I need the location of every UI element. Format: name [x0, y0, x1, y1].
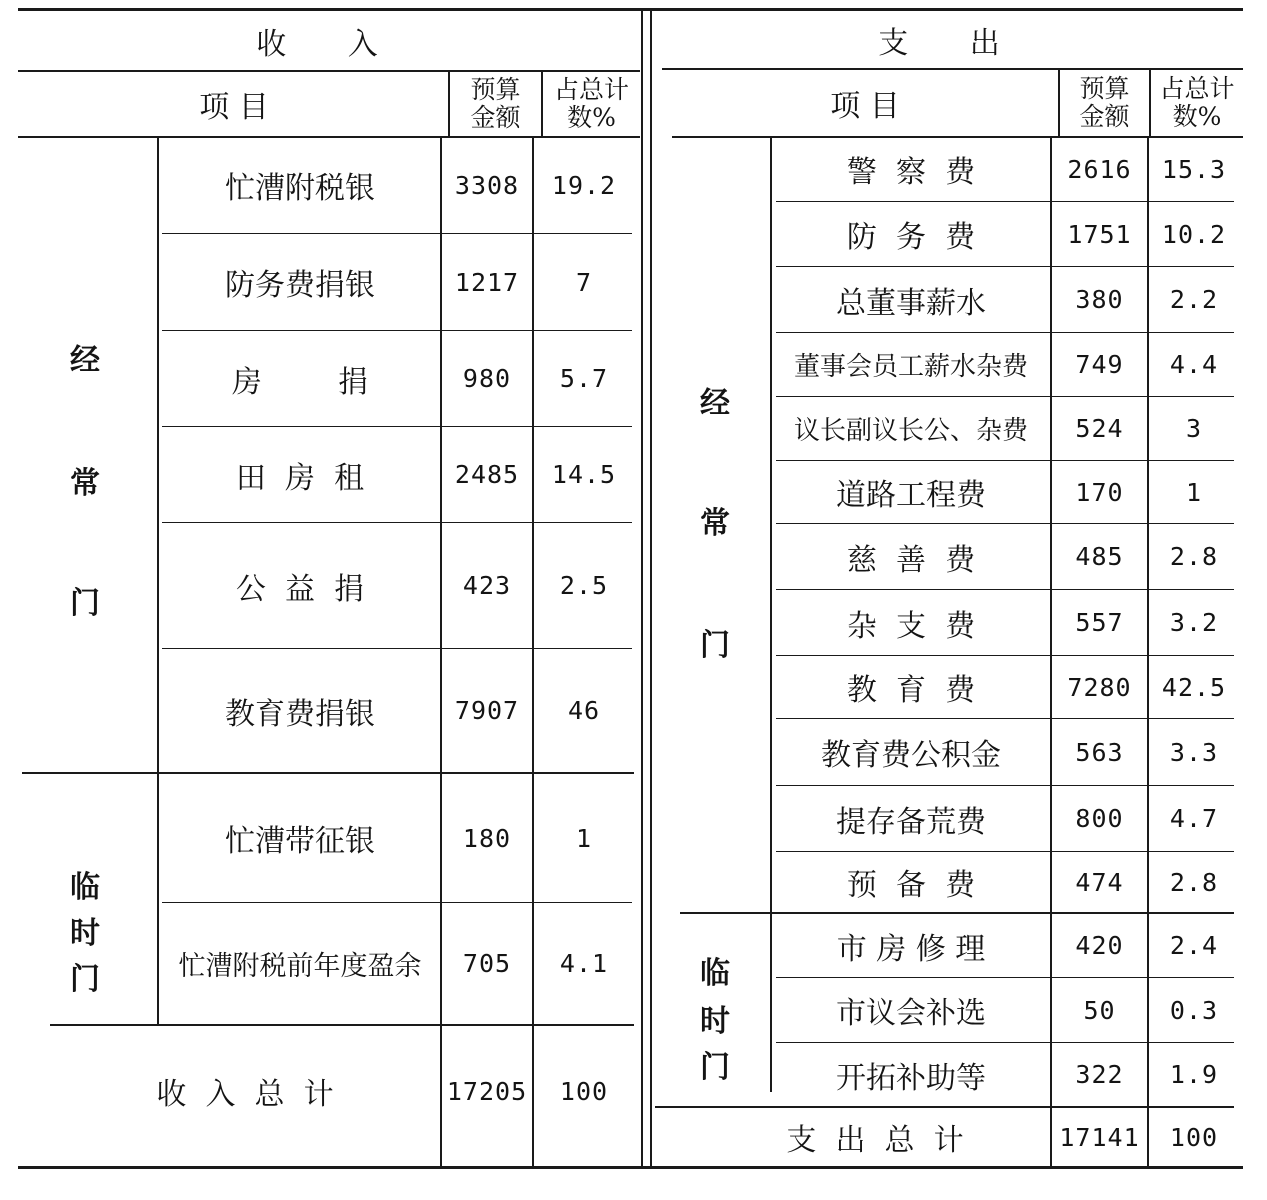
expense-col-pct-line2: 数%: [1172, 102, 1222, 131]
expense-item: 预 备 费: [846, 868, 976, 903]
expense-item: 市议会补选: [836, 996, 986, 1031]
expense-col-pct-line1: 占总计: [1159, 74, 1235, 103]
income-total-label: 收 入 总 计: [156, 1077, 334, 1112]
income-item: 房 捐: [231, 364, 369, 400]
income-amount: 1217: [454, 267, 520, 297]
income-pct: 19.2: [551, 170, 617, 200]
expense-pct: 1.9: [1169, 1060, 1219, 1089]
expense-temporary-char: 时: [700, 1004, 730, 1039]
expense-pct: 3.3: [1169, 737, 1219, 767]
income-col-amount-line1: 预算: [470, 75, 521, 104]
income-regular-char: 经: [70, 343, 100, 378]
income-item: 忙漕附税银: [225, 171, 375, 206]
expense-amount: 420: [1075, 931, 1124, 960]
income-temporary-char: 门: [70, 962, 100, 997]
expense-amount: 557: [1075, 608, 1124, 637]
expense-item: 议长副议长公、杂费: [793, 416, 1028, 446]
income-col-item: 项 目: [199, 90, 269, 125]
expense-amount: 50: [1083, 995, 1116, 1025]
income-temporary-char: 临: [70, 870, 100, 905]
expense-pct: 2.8: [1169, 867, 1219, 897]
top-rule: [18, 8, 1243, 11]
expense-col-item: 项 目: [830, 89, 900, 124]
bottom-rule: [18, 1166, 1243, 1169]
expense-pct: 4.4: [1169, 350, 1219, 379]
expense-item: 董事会员工薪水杂费: [793, 352, 1028, 382]
income-regular-char: 门: [70, 586, 100, 621]
expense-pct: 3: [1185, 414, 1203, 443]
income-pct: 7: [575, 267, 593, 297]
expense-amount: 485: [1075, 542, 1124, 571]
expense-total-amount: 17141: [1059, 1122, 1140, 1152]
income-pct: 4.1: [559, 949, 609, 978]
income-item: 公 益 捐: [235, 571, 365, 607]
center-divider-right: [650, 8, 652, 1168]
income-item: 教育费捐银: [225, 696, 375, 732]
expense-pct: 1: [1185, 477, 1203, 507]
income-amount: 180: [462, 823, 512, 853]
expense-item: 教育费公积金: [821, 738, 1001, 773]
income-pct: 1: [575, 823, 593, 853]
expense-item: 提存备荒费: [836, 804, 986, 840]
expense-item: 教 育 费: [846, 673, 976, 708]
expense-amount: 170: [1075, 477, 1124, 507]
expense-pct: 3.2: [1169, 608, 1219, 637]
expense-total-pct: 100: [1169, 1122, 1219, 1152]
expense-item: 慈 善 费: [846, 542, 976, 578]
expense-item: 杂 支 费: [846, 608, 976, 644]
income-pct: 2.5: [559, 571, 609, 600]
expense-amount: 380: [1075, 285, 1124, 314]
income-col-amount: [450, 72, 541, 136]
income-item: 田 房 租: [235, 460, 365, 496]
expense-col-pct: [1151, 70, 1243, 136]
income-category-vline: [157, 137, 159, 1024]
expense-regular-char: 门: [700, 628, 730, 663]
income-regular-char: 常: [70, 466, 100, 501]
expense-regular-char: 经: [700, 386, 730, 421]
income-amount: 2485: [454, 460, 520, 489]
expense-col-amount: [1060, 70, 1149, 136]
expense-item: 防 务 费: [846, 220, 976, 255]
expense-pct: 2.8: [1169, 542, 1219, 571]
expense-col-amount-line1: 预算: [1079, 74, 1130, 103]
expense-amount: 2616: [1067, 154, 1132, 184]
expense-title: 支 出: [878, 26, 1026, 61]
expense-pct: 0.3: [1169, 995, 1219, 1025]
income-col-amount-line2: 金额: [470, 103, 521, 132]
income-pct: 46: [567, 696, 601, 725]
income-total-pct: 100: [559, 1076, 609, 1106]
expense-pct: 15.3: [1161, 154, 1227, 184]
expense-temporary-char: 门: [700, 1050, 730, 1085]
income-col-pct: [543, 72, 640, 136]
expense-item: 市 房 修 理: [836, 931, 986, 967]
income-pct: 5.7: [559, 364, 609, 393]
expense-amount: 749: [1075, 350, 1124, 379]
expense-amount: 1751: [1067, 219, 1132, 249]
expense-pct: 2.4: [1169, 931, 1219, 960]
income-item: 忙漕带征银: [225, 824, 375, 859]
expense-temporary-char: 临: [700, 956, 730, 991]
expense-amount: 563: [1075, 737, 1124, 767]
expense-item: 警 察 费: [846, 155, 976, 190]
expense-pct: 2.2: [1169, 285, 1219, 314]
income-amount: 705: [462, 949, 512, 978]
expense-amount: 322: [1075, 1060, 1124, 1089]
income-item: 防务费捐银: [225, 268, 375, 303]
income-col-pct-line2: 数%: [567, 103, 616, 132]
expense-item: 开拓补助等: [836, 1060, 986, 1096]
expense-total-label: 支 出 总 计: [786, 1123, 964, 1158]
expense-pct: 42.5: [1161, 672, 1227, 702]
expense-col-amount-line2: 金额: [1079, 102, 1130, 131]
income-amount: 423: [462, 571, 512, 600]
expense-amount: 474: [1075, 867, 1124, 897]
expense-pct: 4.7: [1169, 804, 1219, 833]
income-total-amount: 17205: [446, 1076, 528, 1106]
income-title: 收 入: [256, 27, 404, 62]
income-col-pct-line1: 占总计: [553, 75, 629, 104]
expense-regular-char: 常: [700, 506, 730, 541]
income-amount: 980: [462, 364, 512, 393]
income-amount: 3308: [454, 170, 520, 200]
expense-item: 道路工程费: [836, 478, 986, 513]
income-pct: 14.5: [551, 460, 617, 489]
expense-item: 总董事薪水: [836, 285, 986, 321]
expense-amount: 800: [1075, 804, 1124, 833]
income-amount: 7907: [454, 696, 520, 725]
expense-amount: 524: [1075, 414, 1124, 443]
income-temporary-char: 时: [70, 916, 100, 951]
expense-amount: 7280: [1067, 672, 1132, 702]
expense-pct: 10.2: [1161, 219, 1227, 249]
center-divider-left: [641, 8, 643, 1168]
income-item: 忙漕附税前年度盈余: [178, 951, 422, 982]
